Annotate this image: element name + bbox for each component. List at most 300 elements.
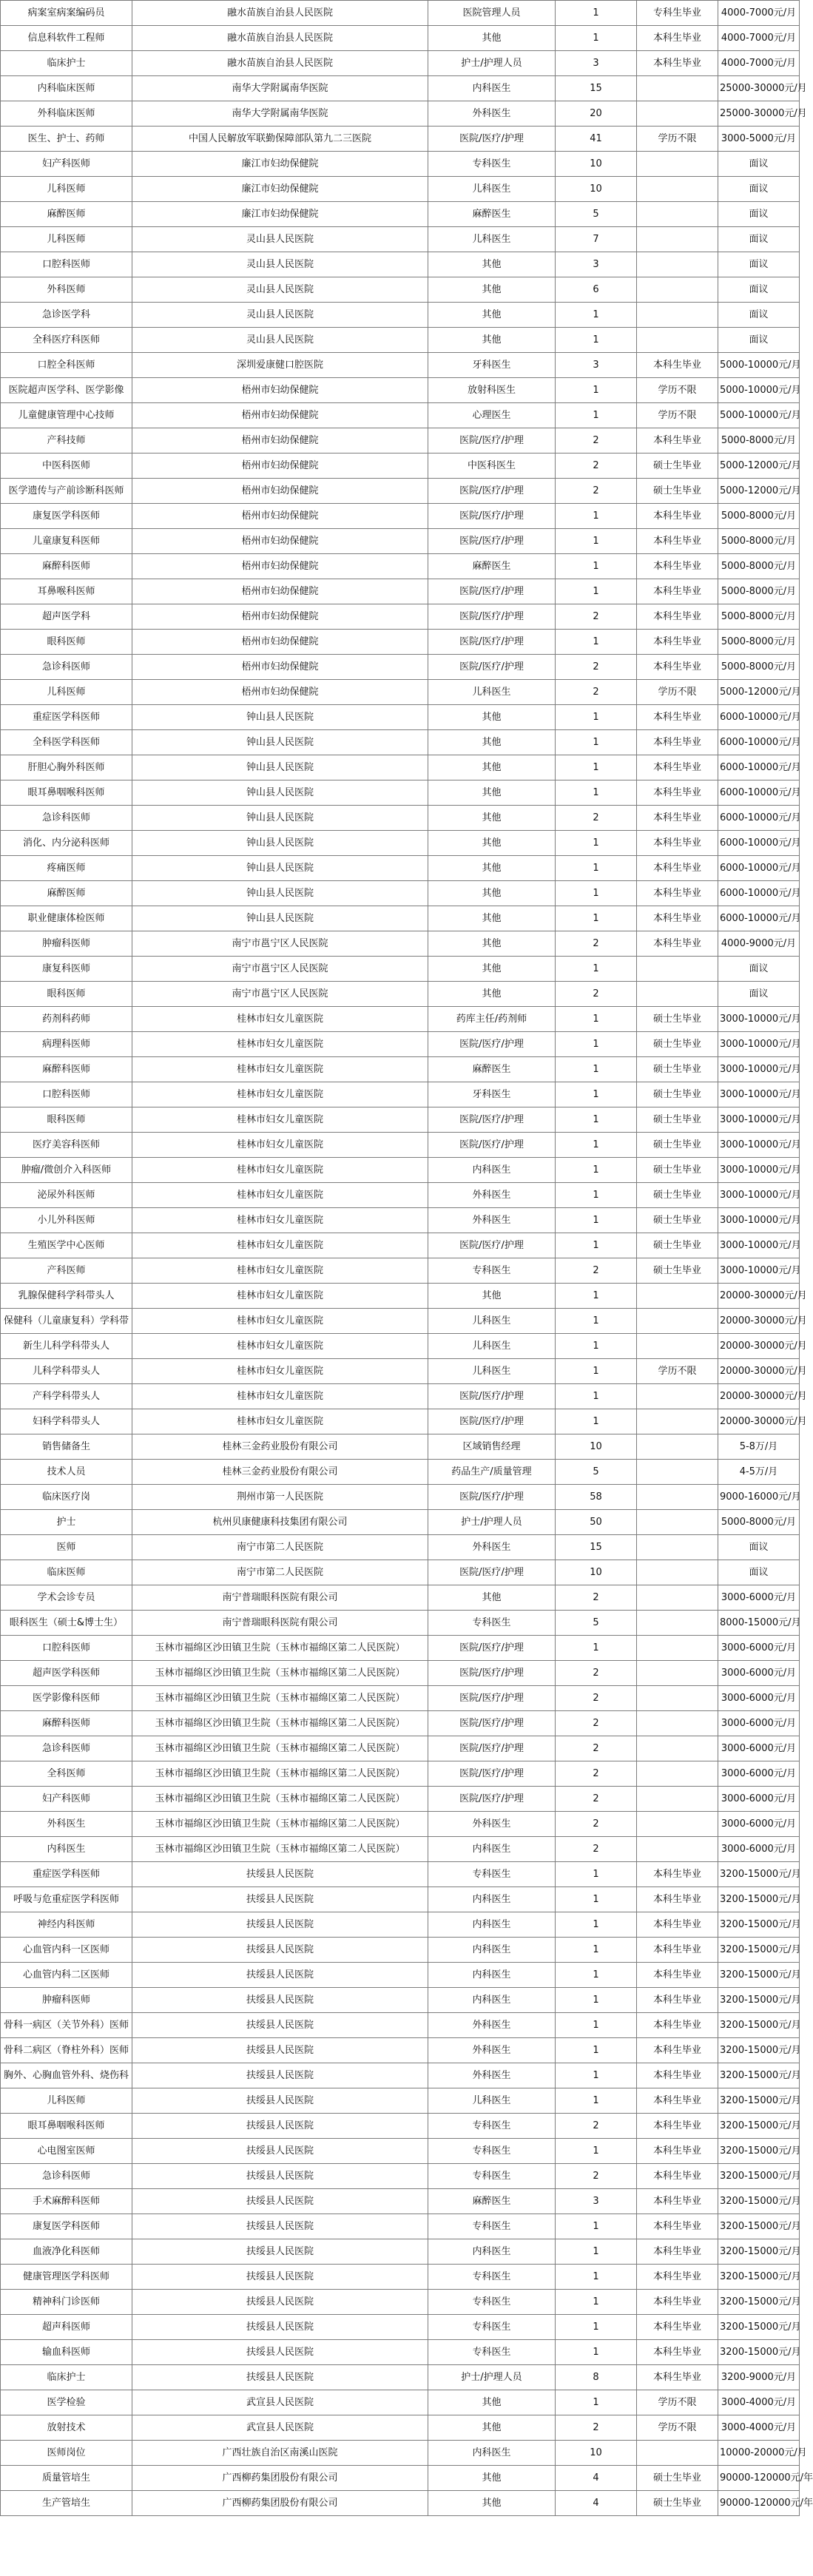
category-cell: 专科医生 (428, 2340, 556, 2365)
headcount-cell: 2 (556, 680, 637, 705)
table-row (1, 755, 800, 780)
table-row (1, 101, 800, 127)
education-cell (637, 1711, 718, 1736)
table-row (1, 2013, 800, 2038)
position-cell: 外科医生 (1, 1812, 132, 1837)
table-row (1, 1309, 800, 1334)
employer-cell: 钟山县人民医院 (132, 881, 428, 906)
education-cell: 本科生毕业 (637, 2038, 718, 2063)
position-cell: 眼科医师 (1, 982, 132, 1007)
employer-cell: 钟山县人民医院 (132, 831, 428, 856)
position-cell: 心电图室医师 (1, 2139, 132, 2164)
employer-cell: 桂林市妇女儿童医院 (132, 1007, 428, 1032)
salary-cell: 4000-7000元/月 (718, 51, 800, 76)
salary-cell: 3200-15000元/月 (718, 2088, 800, 2114)
table-row (1, 1736, 800, 1761)
employer-cell: 深圳爱康健口腔医院 (132, 353, 428, 378)
employer-cell: 扶绥县人民医院 (132, 2088, 428, 2114)
position-cell: 内科医生 (1, 1837, 132, 1862)
table-row (1, 730, 800, 755)
salary-cell: 3200-15000元/月 (718, 2340, 800, 2365)
salary-cell: 面议 (718, 152, 800, 177)
position-cell: 口腔科医师 (1, 1082, 132, 1107)
category-cell: 放射科医生 (428, 378, 556, 403)
employer-cell: 桂林市妇女儿童医院 (132, 1334, 428, 1359)
education-cell: 硕士生毕业 (637, 1057, 718, 1082)
position-cell: 医学影像科医师 (1, 1686, 132, 1711)
table-row (1, 2466, 800, 2491)
employer-cell: 灵山县人民医院 (132, 328, 428, 353)
employer-cell: 扶绥县人民医院 (132, 2365, 428, 2390)
headcount-cell: 1 (556, 26, 637, 51)
employer-cell: 玉林市福绵区沙田镇卫生院（玉林市福绵区第二人民医院） (132, 1711, 428, 1736)
position-cell: 全科医学科医师 (1, 730, 132, 755)
table-row (1, 2290, 800, 2315)
table-row (1, 2063, 800, 2088)
salary-cell: 5000-8000元/月 (718, 655, 800, 680)
category-cell: 其他 (428, 931, 556, 957)
education-cell (637, 1510, 718, 1535)
category-cell: 儿科医生 (428, 227, 556, 252)
headcount-cell: 1 (556, 1133, 637, 1158)
position-cell: 技术人员 (1, 1460, 132, 1485)
employer-cell: 扶绥县人民医院 (132, 1862, 428, 1887)
headcount-cell: 1 (556, 2013, 637, 2038)
category-cell: 专科医生 (428, 1258, 556, 1284)
position-cell: 肿瘤科医师 (1, 1988, 132, 2013)
education-cell: 本科生毕业 (637, 2265, 718, 2290)
category-cell: 医院/医疗/护理 (428, 127, 556, 152)
category-cell: 医院/医疗/护理 (428, 630, 556, 655)
position-cell: 职业健康体检医师 (1, 906, 132, 931)
position-cell: 医学遗传与产前诊断科医师 (1, 479, 132, 504)
headcount-cell: 20 (556, 101, 637, 127)
table-row (1, 504, 800, 529)
education-cell: 本科生毕业 (637, 353, 718, 378)
table-row (1, 76, 800, 101)
table-row (1, 1409, 800, 1434)
position-cell: 小儿外科医师 (1, 1208, 132, 1233)
position-cell: 病理科医师 (1, 1032, 132, 1057)
salary-cell: 5000-8000元/月 (718, 428, 800, 454)
employer-cell: 扶绥县人民医院 (132, 2114, 428, 2139)
table-row (1, 353, 800, 378)
employer-cell: 广西柳药集团股份有限公司 (132, 2491, 428, 2516)
table-row (1, 1661, 800, 1686)
education-cell: 本科生毕业 (637, 2114, 718, 2139)
education-cell (637, 202, 718, 227)
salary-cell: 3200-15000元/月 (718, 2114, 800, 2139)
position-cell: 肿瘤科医师 (1, 931, 132, 957)
education-cell: 本科生毕业 (637, 1862, 718, 1887)
employer-cell: 梧州市妇幼保健院 (132, 454, 428, 479)
salary-cell: 3000-4000元/月 (718, 2390, 800, 2415)
headcount-cell: 5 (556, 202, 637, 227)
position-cell: 医院超声医学科、医学影像 (1, 378, 132, 403)
headcount-cell: 1 (556, 1862, 637, 1887)
employer-cell: 梧州市妇幼保健院 (132, 403, 428, 428)
category-cell: 医院/医疗/护理 (428, 1787, 556, 1812)
salary-cell: 3000-10000元/月 (718, 1158, 800, 1183)
salary-cell: 3200-15000元/月 (718, 1988, 800, 2013)
table-row (1, 906, 800, 931)
headcount-cell: 10 (556, 2441, 637, 2466)
education-cell: 本科生毕业 (637, 1938, 718, 1963)
education-cell (637, 1787, 718, 1812)
category-cell: 外科医生 (428, 2013, 556, 2038)
table-row (1, 1007, 800, 1032)
education-cell: 本科生毕业 (637, 2315, 718, 2340)
employer-cell: 梧州市妇幼保健院 (132, 630, 428, 655)
position-cell: 药剂科药师 (1, 1007, 132, 1032)
headcount-cell: 1 (556, 1183, 637, 1208)
salary-cell: 3200-15000元/月 (718, 2239, 800, 2265)
headcount-cell: 2 (556, 1761, 637, 1787)
education-cell: 本科生毕业 (637, 730, 718, 755)
category-cell: 药库主任/药剂师 (428, 1007, 556, 1032)
category-cell: 专科医生 (428, 2265, 556, 2290)
position-cell: 外科医师 (1, 277, 132, 303)
employer-cell: 桂林市妇女儿童医院 (132, 1359, 428, 1384)
category-cell: 其他 (428, 1585, 556, 1611)
salary-cell: 6000-10000元/月 (718, 831, 800, 856)
employer-cell: 荆州市第一人民医院 (132, 1485, 428, 1510)
table-row (1, 428, 800, 454)
headcount-cell: 1 (556, 780, 637, 806)
employer-cell: 灵山县人民医院 (132, 227, 428, 252)
employer-cell: 南华大学附属南华医院 (132, 101, 428, 127)
table-row (1, 1183, 800, 1208)
table-row (1, 1032, 800, 1057)
table-row (1, 806, 800, 831)
table-row (1, 1485, 800, 1510)
category-cell: 其他 (428, 26, 556, 51)
headcount-cell: 10 (556, 177, 637, 202)
position-cell: 急诊科医师 (1, 806, 132, 831)
category-cell: 麻醉医生 (428, 1057, 556, 1082)
category-cell: 内科医生 (428, 2441, 556, 2466)
headcount-cell: 1 (556, 881, 637, 906)
education-cell (637, 277, 718, 303)
position-cell: 输血科医师 (1, 2340, 132, 2365)
table-row (1, 554, 800, 579)
salary-cell: 6000-10000元/月 (718, 806, 800, 831)
headcount-cell: 10 (556, 1560, 637, 1585)
position-cell: 肿瘤/微创介入科医师 (1, 1158, 132, 1183)
headcount-cell: 4 (556, 2491, 637, 2516)
employer-cell: 武宣县人民医院 (132, 2415, 428, 2441)
category-cell: 护士/护理人员 (428, 51, 556, 76)
headcount-cell: 1 (556, 2063, 637, 2088)
salary-cell: 20000-30000元/月 (718, 1359, 800, 1384)
headcount-cell: 1 (556, 378, 637, 403)
salary-cell: 6000-10000元/月 (718, 780, 800, 806)
headcount-cell: 3 (556, 51, 637, 76)
position-cell: 护士 (1, 1510, 132, 1535)
category-cell: 医院/医疗/护理 (428, 604, 556, 630)
salary-cell: 3000-10000元/月 (718, 1208, 800, 1233)
employer-cell: 扶绥县人民医院 (132, 2239, 428, 2265)
salary-cell: 5000-10000元/月 (718, 403, 800, 428)
category-cell: 内科医生 (428, 1963, 556, 1988)
education-cell (637, 1434, 718, 1460)
position-cell: 全科医疗科医师 (1, 328, 132, 353)
education-cell: 本科生毕业 (637, 630, 718, 655)
salary-cell: 20000-30000元/月 (718, 1409, 800, 1434)
category-cell: 其他 (428, 2415, 556, 2441)
table-row (1, 655, 800, 680)
category-cell: 儿科医生 (428, 1359, 556, 1384)
education-cell: 本科生毕业 (637, 1988, 718, 2013)
table-row (1, 1988, 800, 2013)
salary-cell: 4000-9000元/月 (718, 931, 800, 957)
table-row (1, 1812, 800, 1837)
table-row (1, 252, 800, 277)
category-cell: 儿科医生 (428, 1309, 556, 1334)
education-cell: 学历不限 (637, 403, 718, 428)
category-cell: 牙科医生 (428, 1082, 556, 1107)
headcount-cell: 8 (556, 2365, 637, 2390)
headcount-cell: 2 (556, 479, 637, 504)
position-cell: 产科学科带头人 (1, 1384, 132, 1409)
employer-cell: 扶绥县人民医院 (132, 1912, 428, 1938)
position-cell: 乳腺保健科学科带头人 (1, 1284, 132, 1309)
headcount-cell: 2 (556, 1661, 637, 1686)
salary-cell: 面议 (718, 957, 800, 982)
salary-cell: 面议 (718, 202, 800, 227)
table-row (1, 152, 800, 177)
salary-cell: 5000-8000元/月 (718, 630, 800, 655)
salary-cell: 面议 (718, 303, 800, 328)
category-cell: 专科医生 (428, 2214, 556, 2239)
headcount-cell: 1 (556, 1032, 637, 1057)
table-row (1, 2239, 800, 2265)
category-cell: 其他 (428, 881, 556, 906)
education-cell: 本科生毕业 (637, 579, 718, 604)
position-cell: 心血管内科一区医师 (1, 1938, 132, 1963)
category-cell: 医院/医疗/护理 (428, 1409, 556, 1434)
employer-cell: 桂林市妇女儿童医院 (132, 1233, 428, 1258)
category-cell: 专科医生 (428, 2139, 556, 2164)
salary-cell: 5000-10000元/月 (718, 378, 800, 403)
employer-cell: 廉江市妇幼保健院 (132, 177, 428, 202)
salary-cell: 4000-7000元/月 (718, 26, 800, 51)
salary-cell: 3000-6000元/月 (718, 1787, 800, 1812)
salary-cell: 3200-15000元/月 (718, 2063, 800, 2088)
position-cell: 内科临床医师 (1, 76, 132, 101)
headcount-cell: 1 (556, 504, 637, 529)
education-cell: 本科生毕业 (637, 1963, 718, 1988)
position-cell: 眼耳鼻咽喉科医师 (1, 780, 132, 806)
headcount-cell: 1 (556, 1158, 637, 1183)
category-cell: 儿科医生 (428, 2088, 556, 2114)
employer-cell: 南宁普瑞眼科医院有限公司 (132, 1585, 428, 1611)
employer-cell: 融水苗族自治县人民医院 (132, 1, 428, 26)
education-cell (637, 328, 718, 353)
headcount-cell: 1 (556, 630, 637, 655)
education-cell: 本科生毕业 (637, 780, 718, 806)
position-cell: 超声医学科医师 (1, 1661, 132, 1686)
position-cell: 麻醉医师 (1, 202, 132, 227)
category-cell: 麻醉医生 (428, 2189, 556, 2214)
category-cell: 麻醉医生 (428, 202, 556, 227)
table-row (1, 1862, 800, 1887)
headcount-cell: 2 (556, 1585, 637, 1611)
headcount-cell: 1 (556, 1082, 637, 1107)
salary-cell: 3200-15000元/月 (718, 2189, 800, 2214)
position-cell: 急诊医学科 (1, 303, 132, 328)
position-cell: 骨科二病区（脊柱外科）医师 (1, 2038, 132, 2063)
education-cell: 硕士生毕业 (637, 1082, 718, 1107)
salary-cell: 3000-6000元/月 (718, 1761, 800, 1787)
position-cell: 呼吸与危重症医学科医师 (1, 1887, 132, 1912)
table-row (1, 1686, 800, 1711)
education-cell: 本科生毕业 (637, 2013, 718, 2038)
employer-cell: 桂林市妇女儿童医院 (132, 1309, 428, 1334)
salary-cell: 20000-30000元/月 (718, 1309, 800, 1334)
category-cell: 其他 (428, 303, 556, 328)
headcount-cell: 15 (556, 1535, 637, 1560)
table-row (1, 1384, 800, 1409)
position-cell: 医师 (1, 1535, 132, 1560)
category-cell: 外科医生 (428, 2063, 556, 2088)
category-cell: 医院/医疗/护理 (428, 1761, 556, 1787)
table-row (1, 403, 800, 428)
table-row (1, 1233, 800, 1258)
salary-cell: 3200-15000元/月 (718, 1862, 800, 1887)
education-cell (637, 1309, 718, 1334)
headcount-cell: 4 (556, 2466, 637, 2491)
headcount-cell: 1 (556, 328, 637, 353)
position-cell: 急诊科医师 (1, 2164, 132, 2189)
category-cell: 其他 (428, 755, 556, 780)
employer-cell: 桂林市妇女儿童医院 (132, 1384, 428, 1409)
table-row (1, 2214, 800, 2239)
headcount-cell: 1 (556, 2390, 637, 2415)
headcount-cell: 5 (556, 1460, 637, 1485)
category-cell: 医院/医疗/护理 (428, 479, 556, 504)
education-cell: 本科生毕业 (637, 26, 718, 51)
employer-cell: 玉林市福绵区沙田镇卫生院（玉林市福绵区第二人民医院） (132, 1787, 428, 1812)
table-row (1, 2038, 800, 2063)
headcount-cell: 1 (556, 906, 637, 931)
employer-cell: 广西壮族自治区南溪山医院 (132, 2441, 428, 2466)
employer-cell: 桂林市妇女儿童医院 (132, 1082, 428, 1107)
position-cell: 口腔科医师 (1, 1636, 132, 1661)
table-row (1, 1158, 800, 1183)
education-cell (637, 1409, 718, 1434)
employer-cell: 梧州市妇幼保健院 (132, 554, 428, 579)
position-cell: 生产管培生 (1, 2491, 132, 2516)
employer-cell: 南宁市邕宁区人民医院 (132, 957, 428, 982)
employer-cell: 扶绥县人民医院 (132, 2340, 428, 2365)
education-cell: 硕士生毕业 (637, 1032, 718, 1057)
position-cell: 神经内科医师 (1, 1912, 132, 1938)
salary-cell: 5000-12000元/月 (718, 454, 800, 479)
employer-cell: 钟山县人民医院 (132, 906, 428, 931)
position-cell: 儿科医师 (1, 177, 132, 202)
salary-cell: 6000-10000元/月 (718, 705, 800, 730)
category-cell: 儿科医生 (428, 177, 556, 202)
headcount-cell: 1 (556, 1007, 637, 1032)
salary-cell: 5000-8000元/月 (718, 529, 800, 554)
education-cell (637, 1585, 718, 1611)
education-cell: 本科生毕业 (637, 504, 718, 529)
table-row (1, 2139, 800, 2164)
employer-cell: 灵山县人民医院 (132, 277, 428, 303)
headcount-cell: 2 (556, 1787, 637, 1812)
headcount-cell: 1 (556, 831, 637, 856)
headcount-cell: 1 (556, 705, 637, 730)
salary-cell: 3000-10000元/月 (718, 1032, 800, 1057)
category-cell: 医院/医疗/护理 (428, 1636, 556, 1661)
education-cell: 硕士生毕业 (637, 1158, 718, 1183)
headcount-cell: 2 (556, 1812, 637, 1837)
salary-cell: 3000-6000元/月 (718, 1636, 800, 1661)
employer-cell: 钟山县人民医院 (132, 806, 428, 831)
employer-cell: 梧州市妇幼保健院 (132, 378, 428, 403)
employer-cell: 扶绥县人民医院 (132, 2164, 428, 2189)
salary-cell: 面议 (718, 982, 800, 1007)
category-cell: 医院/医疗/护理 (428, 1233, 556, 1258)
education-cell (637, 1560, 718, 1585)
education-cell (637, 252, 718, 277)
table-row (1, 378, 800, 403)
education-cell (637, 1334, 718, 1359)
headcount-cell: 1 (556, 2265, 637, 2290)
salary-cell: 5000-8000元/月 (718, 579, 800, 604)
table-row (1, 1133, 800, 1158)
employer-cell: 梧州市妇幼保健院 (132, 604, 428, 630)
table-row (1, 2189, 800, 2214)
education-cell: 学历不限 (637, 2415, 718, 2441)
table-row (1, 277, 800, 303)
headcount-cell: 3 (556, 353, 637, 378)
category-cell: 医院/医疗/护理 (428, 1133, 556, 1158)
category-cell: 医院/医疗/护理 (428, 1560, 556, 1585)
category-cell: 其他 (428, 957, 556, 982)
education-cell: 本科生毕业 (637, 831, 718, 856)
employer-cell: 桂林市妇女儿童医院 (132, 1057, 428, 1082)
position-cell: 肝胆心胸外科医师 (1, 755, 132, 780)
table-row (1, 1711, 800, 1736)
table-row (1, 856, 800, 881)
education-cell: 本科生毕业 (637, 2088, 718, 2114)
education-cell (637, 1460, 718, 1485)
salary-cell: 25000-30000元/月 (718, 76, 800, 101)
position-cell: 健康管理医学科医师 (1, 2265, 132, 2290)
education-cell: 学历不限 (637, 680, 718, 705)
headcount-cell: 3 (556, 252, 637, 277)
education-cell: 本科生毕业 (637, 856, 718, 881)
education-cell: 硕士生毕业 (637, 454, 718, 479)
headcount-cell: 1 (556, 2239, 637, 2265)
position-cell: 泌尿外科医师 (1, 1183, 132, 1208)
category-cell: 其他 (428, 806, 556, 831)
table-row (1, 579, 800, 604)
education-cell: 硕士生毕业 (637, 2491, 718, 2516)
education-cell (637, 1485, 718, 1510)
headcount-cell: 1 (556, 730, 637, 755)
education-cell: 本科生毕业 (637, 906, 718, 931)
salary-cell: 面议 (718, 177, 800, 202)
category-cell: 专科医生 (428, 2315, 556, 2340)
category-cell: 外科医生 (428, 1183, 556, 1208)
position-cell: 医疗美容科医师 (1, 1133, 132, 1158)
employer-cell: 梧州市妇幼保健院 (132, 579, 428, 604)
employer-cell: 扶绥县人民医院 (132, 2038, 428, 2063)
table-row (1, 227, 800, 252)
